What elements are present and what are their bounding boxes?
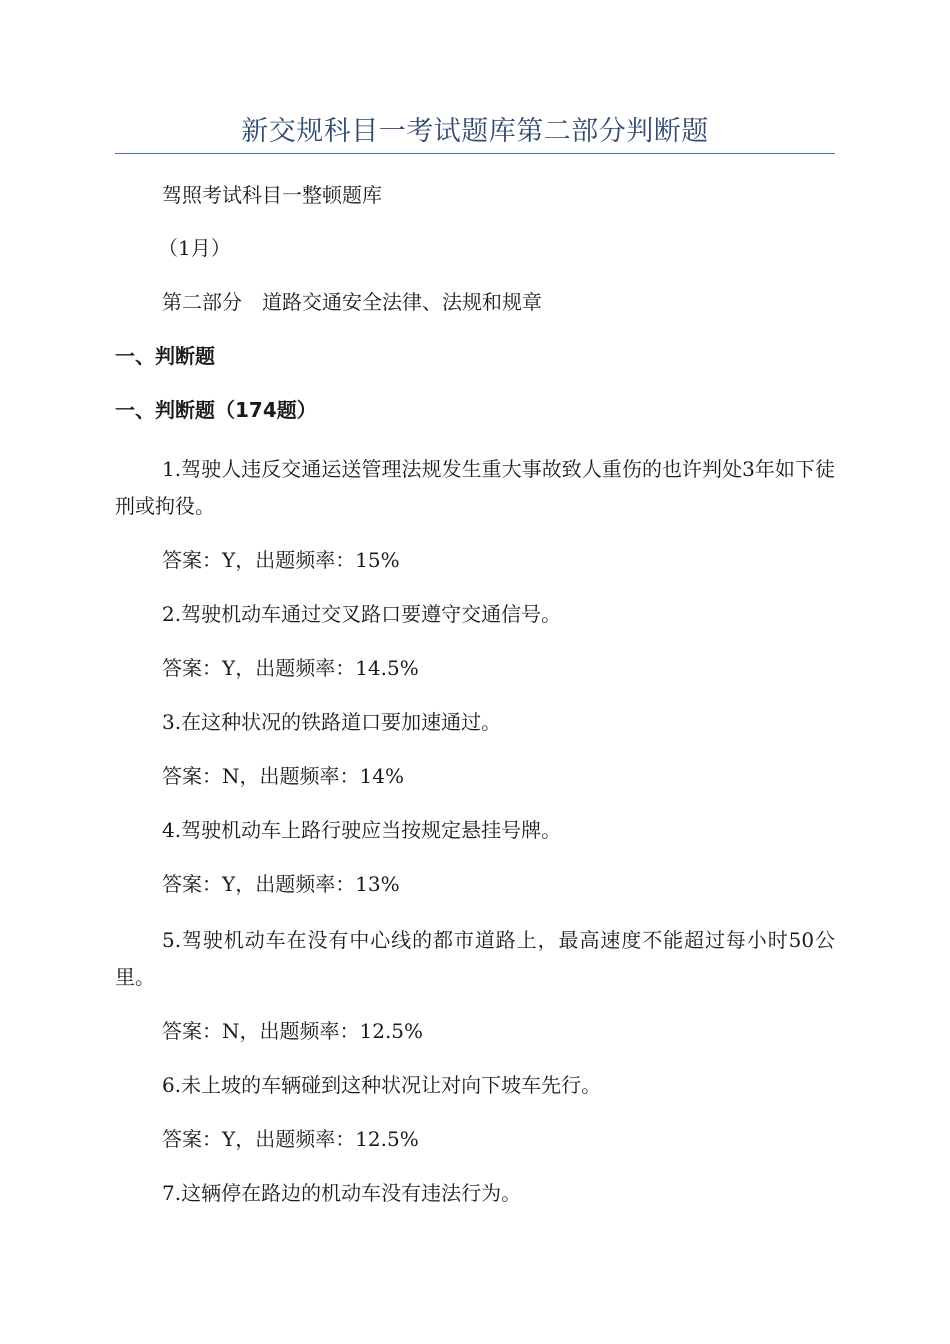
section-heading: 一、判断题 [115,344,215,368]
answer-2: 答案：Y，出题频率：14.5% [162,656,419,680]
title-underline [115,153,835,154]
answer-5: 答案：N，出题频率：12.5% [162,1019,424,1043]
document-title: 新交规科目一考试题库第二部分判断题 [241,116,709,147]
question-3: 3.在这种状况的铁路道口要加速通过。 [162,710,502,734]
answer-6: 答案：Y，出题频率：12.5% [162,1127,419,1151]
question-2: 2.驾驶机动车通过交叉路口要遵守交通信号。 [162,602,562,626]
subtitle: 驾照考试科目一整顿题库 [162,183,382,207]
answer-1: 答案：Y，出题频率：15% [162,548,400,572]
question-1: 1.驾驶人违反交通运送管理法规发生重大事故致人重伤的也许判处3年如下徒刑或拘役。 [115,457,835,518]
answer-3: 答案：N，出题频率：14% [162,764,404,788]
question-7: 7.这辆停在路边的机动车没有违法行为。 [162,1181,522,1205]
answer-4: 答案：Y，出题频率：13% [162,872,400,896]
question-5: 5.驾驶机动车在没有中心线的都市道路上，最高速度不能超过每小时50公里。 [115,928,835,989]
part-heading: 第二部分 道路交通安全法律、法规和规章 [162,290,542,314]
question-6: 6.未上坡的车辆碰到这种状况让对向下坡车先行。 [162,1073,602,1097]
question-4: 4.驾驶机动车上路行驶应当按规定悬挂号牌。 [162,818,562,842]
month-label: （1月） [158,236,231,260]
section-heading-count: 一、判断题（174题） [115,398,317,422]
